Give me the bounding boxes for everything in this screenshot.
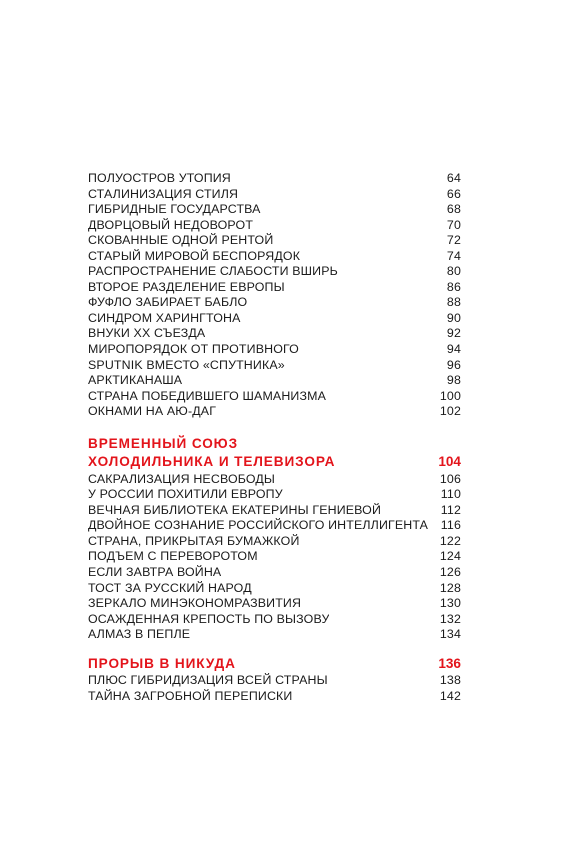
toc-entry-page: 90 [446,310,461,325]
toc-entry-title: ТОСТ ЗА РУССКИЙ НАРОД [88,580,252,595]
section-page: 136 [438,655,461,671]
toc-entry-page: 98 [446,373,461,388]
toc-entry-title: SPUTNIK ВМЕСТО «СПУТНИКА» [88,357,285,372]
toc-entry-title: СТРАНА ПОБЕДИВШЕГО ШАМАНИЗМА [88,388,327,403]
toc-entry [88,187,461,203]
toc-entry-title: СТАРЫЙ МИРОВОЙ БЕСПОРЯДОК [88,248,301,263]
toc-entry-title: ОКНАМИ НА АЮ-ДАГ [88,404,217,419]
toc-entry [88,342,461,358]
toc-entry-page: 80 [446,264,461,279]
toc-entry-page: 112 [440,502,461,517]
toc-entry [88,202,461,218]
toc-entry-page: 74 [446,248,461,263]
toc-entry [88,612,461,628]
toc-entry [88,171,461,187]
toc-entry-page: 94 [446,342,461,357]
toc-entry [88,280,461,296]
toc-entry-page: 132 [439,611,461,626]
table-of-contents [88,171,461,704]
toc-entry [88,326,461,342]
toc-entry [88,673,461,689]
section-title-line-1: ВРЕМЕННЫЙ СОЮЗ [88,435,239,451]
toc-entry-page: 70 [446,217,461,232]
toc-entry-title: ТАЙНА ЗАГРОБНОЙ ПЕРЕПИСКИ [88,688,293,703]
toc-entry-title: СКОВАННЫЕ ОДНОЙ РЕНТОЙ [88,233,274,248]
toc-entry [88,596,461,612]
toc-entry [88,534,461,550]
toc-entry-page: 100 [439,388,461,403]
toc-entry-title: ГИБРИДНЫЕ ГОСУДАРСТВА [88,202,261,217]
toc-entry [88,549,461,565]
section-title-row [88,655,461,674]
toc-entry-title: ВТОРОЕ РАЗДЕЛЕНИЕ ЕВРОПЫ [88,279,285,294]
toc-entry-title: САКРАЛИЗАЦИЯ НЕСВОБОДЫ [88,471,276,486]
toc-entry-page: 134 [439,627,461,642]
toc-entry-page: 92 [446,326,461,341]
toc-entry-page: 72 [446,233,461,248]
toc-entry [88,218,461,234]
toc-section-heading [88,435,461,472]
toc-entry-page: 122 [439,533,461,548]
toc-entry-title: АРКТИКАНАША [88,373,183,388]
toc-entry-page: 106 [439,471,461,486]
section-title-row [88,453,461,472]
toc-entry [88,487,461,503]
toc-entry [88,565,461,581]
toc-entry-page: 116 [440,518,461,533]
toc-entry-title: СТАЛИНИЗАЦИЯ СТИЛЯ [88,186,239,201]
toc-entry-page: 126 [439,565,461,580]
toc-entry-page: 66 [446,186,461,201]
toc-entry [88,404,461,420]
toc-entry [88,689,461,705]
toc-entry-title: ФУФЛО ЗАБИРАЕТ БАБЛО [88,295,248,310]
toc-entry-page: 96 [446,357,461,372]
toc-entry-title: ДВОРЦОВЫЙ НЕДОВОРОТ [88,217,254,232]
toc-entry-page: 88 [446,295,461,310]
toc-entry-title: СИНДРОМ ХАРИНГТОНА [88,310,241,325]
toc-entry [88,358,461,374]
toc-entry [88,581,461,597]
toc-entry-page: 64 [446,171,461,185]
toc-entry-page: 86 [446,279,461,294]
toc-entry [88,503,461,519]
toc-entry-title: ЗЕРКАЛО МИНЭКОНОМРАЗВИТИЯ [88,596,302,611]
toc-entry [88,233,461,249]
toc-entry [88,373,461,389]
toc-entry-title: ДВОЙНОЕ СОЗНАНИЕ РОССИЙСКОГО ИНТЕЛЛИГЕНТА [88,518,429,533]
toc-entry-title: ПЛЮС ГИБРИДИЗАЦИЯ ВСЕЙ СТРАНЫ [88,673,328,688]
toc-entry-title: У РОССИИ ПОХИТИЛИ ЕВРОПУ [88,487,283,502]
toc-entry-page: 68 [446,202,461,217]
toc-entry-title: ОСАЖДЕННАЯ КРЕПОСТЬ ПО ВЫЗОВУ [88,611,330,626]
toc-entry-page: 124 [439,549,461,564]
toc-section-3-entries [88,673,461,704]
toc-entry-title: ЕСЛИ ЗАВТРА ВОЙНА [88,565,222,580]
toc-entry-title: ПОЛУОСТРОВ УТОПИЯ [88,171,231,185]
toc-entry-title: СТРАНА, ПРИКРЫТАЯ БУМАЖКОЙ [88,533,300,548]
toc-entry-title: ПОДЪЕМ С ПЕРЕВОРОТОМ [88,549,258,564]
toc-entry-page: 138 [439,673,461,688]
toc-entry [88,264,461,280]
toc-entry-title: ВНУКИ XX СЪЕЗДА [88,326,206,341]
toc-section-heading [88,655,461,674]
toc-entry-page: 142 [439,688,461,703]
toc-entry-title: ВЕЧНАЯ БИБЛИОТЕКА ЕКАТЕРИНЫ ГЕНИЕВОЙ [88,502,382,517]
toc-entry [88,472,461,488]
toc-entry [88,311,461,327]
section-page: 104 [438,454,461,470]
toc-entry-title: МИРОПОРЯДОК ОТ ПРОТИВНОГО [88,342,299,357]
toc-entry [88,389,461,405]
toc-entry-page: 130 [439,596,461,611]
toc-entry [88,249,461,265]
toc-entry [88,295,461,311]
toc-section-2-entries [88,472,461,643]
toc-entry-page: 102 [439,404,461,419]
toc-entry-page: 128 [439,580,461,595]
toc-entry-title: РАСПРОСТРАНЕНИЕ СЛАБОСТИ ВШИРЬ [88,264,338,279]
section-title: ПРОРЫВ В НИКУДА [88,655,236,671]
toc-entry-page: 110 [440,487,461,502]
toc-entry [88,518,461,534]
toc-entry [88,627,461,643]
toc-group-1 [88,171,461,420]
toc-entry-title: АЛМАЗ В ПЕПЛЕ [88,627,191,642]
section-title-line-2: ХОЛОДИЛЬНИКА И ТЕЛЕВИЗОРА [88,454,336,470]
